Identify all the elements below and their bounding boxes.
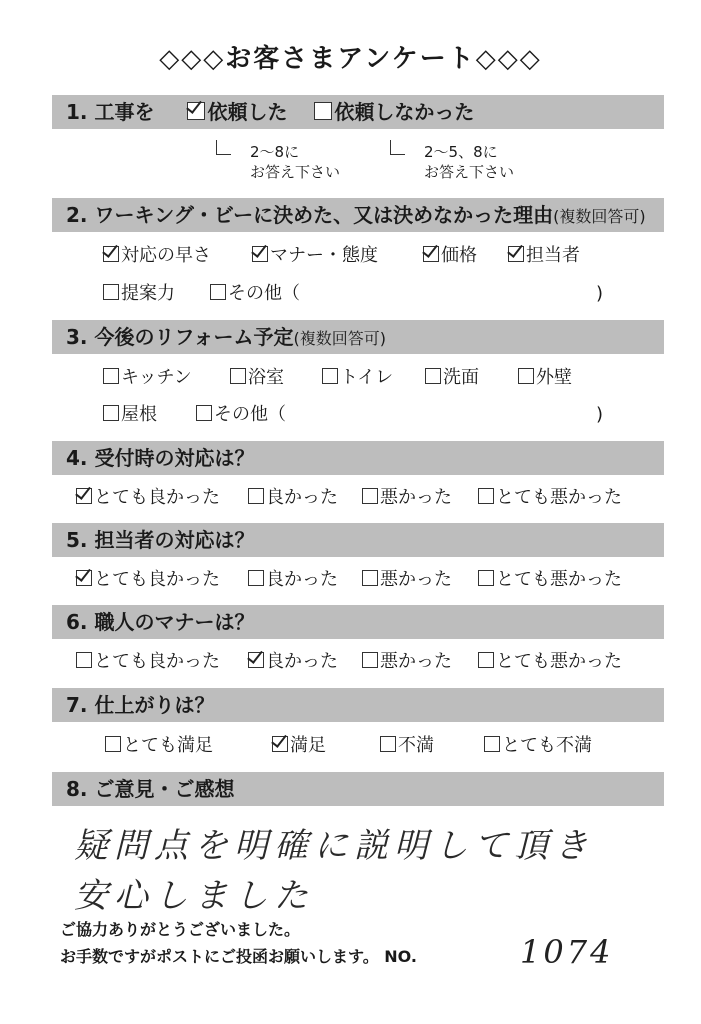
q4-option-label: とても悪かった xyxy=(496,487,622,508)
checkbox[interactable] xyxy=(105,736,121,752)
q1-option-yes[interactable] xyxy=(187,100,287,124)
q7-option[interactable] xyxy=(380,733,434,759)
checkbox[interactable] xyxy=(478,652,494,668)
q5-option[interactable] xyxy=(76,567,220,593)
q2-option-label: その他（ xyxy=(228,283,300,304)
q1-option-yes-label: 依頼した xyxy=(207,100,288,124)
q1-bar xyxy=(52,95,664,129)
checkbox-checked[interactable] xyxy=(423,246,439,262)
q2-option[interactable] xyxy=(423,243,477,269)
q2-option-label: マナー・態度 xyxy=(270,245,378,266)
checkbox[interactable] xyxy=(380,736,396,752)
q2-close-paren: ) xyxy=(596,283,604,304)
q7-option-label: 不満 xyxy=(398,735,434,756)
survey-number: 1074 xyxy=(520,933,614,971)
q7-option[interactable] xyxy=(272,733,326,759)
q6-option-label: 悪かった xyxy=(380,651,452,672)
q5-option[interactable] xyxy=(478,567,622,593)
q4-bar xyxy=(52,441,664,475)
checkbox[interactable] xyxy=(103,405,119,421)
q5-option-label: とても良かった xyxy=(94,569,220,590)
q4-option[interactable] xyxy=(248,485,338,511)
q5-option[interactable] xyxy=(248,567,338,593)
q2-option-label: 対応の早さ xyxy=(121,245,211,266)
q2-option[interactable] xyxy=(103,243,211,269)
q5-label: 5. 担当者の対応は？ xyxy=(66,528,255,552)
q4-option-label: 悪かった xyxy=(380,487,452,508)
q1-label: 1. 工事を xyxy=(66,100,155,124)
q1-note-no-line2: お答え下さい xyxy=(424,163,515,181)
q3-bar xyxy=(52,320,664,354)
q7-option-label: とても満足 xyxy=(123,735,213,756)
checkbox[interactable] xyxy=(103,284,119,300)
q4-option[interactable] xyxy=(362,485,452,511)
checkbox[interactable] xyxy=(103,368,119,384)
q6-label: 6. 職人のマナーは？ xyxy=(66,610,255,634)
q4-option[interactable] xyxy=(76,485,220,511)
q3-option-label: キッチン xyxy=(121,367,192,388)
q5-bar xyxy=(52,523,664,557)
footer-instructions: お手数ですがポストにご投函お願いします。 NO. xyxy=(60,947,418,966)
q3-option[interactable] xyxy=(103,402,157,428)
checkbox-checked[interactable] xyxy=(103,246,119,262)
checkbox[interactable] xyxy=(196,405,212,421)
q7-option[interactable] xyxy=(105,733,213,759)
q2-option-label: 提案力 xyxy=(121,283,175,304)
checkbox-checked[interactable] xyxy=(187,102,205,120)
arrow-icon xyxy=(390,140,405,155)
checkbox-checked[interactable] xyxy=(248,652,264,668)
q1-option-no[interactable] xyxy=(314,100,474,124)
q7-option-label: 満足 xyxy=(290,735,326,756)
q3-option-label: 外壁 xyxy=(536,367,572,388)
checkbox-checked[interactable] xyxy=(272,736,288,752)
q7-option-label: とても不満 xyxy=(502,735,592,756)
q1-note-yes xyxy=(250,142,340,182)
q1-note-no xyxy=(424,142,514,182)
checkbox[interactable] xyxy=(314,102,332,120)
q3-option-label: トイレ xyxy=(340,367,394,388)
q3-close-paren: ) xyxy=(596,404,604,425)
checkbox-checked[interactable] xyxy=(76,488,92,504)
q2-option-label: 担当者 xyxy=(526,245,580,266)
q4-option[interactable] xyxy=(478,485,622,511)
q2-label: 2. ワーキング・ビーに決めた、又は決めなかった理由 xyxy=(66,203,554,227)
q3-option[interactable] xyxy=(322,365,393,391)
arrow-icon xyxy=(216,140,231,155)
q2-option[interactable] xyxy=(508,243,580,269)
q6-bar xyxy=(52,605,664,639)
q3-option[interactable] xyxy=(425,365,479,391)
survey-title: ◇◇◇お客さまアンケート◇◇◇ xyxy=(159,44,542,74)
q4-option-label: 良かった xyxy=(266,487,338,508)
checkbox[interactable] xyxy=(518,368,534,384)
q3-sub: (複数回答可) xyxy=(293,329,386,348)
q3-option-label: 浴室 xyxy=(248,367,284,388)
checkbox[interactable] xyxy=(484,736,500,752)
checkbox[interactable] xyxy=(478,488,494,504)
checkbox[interactable] xyxy=(362,570,378,586)
q5-option-label: 悪かった xyxy=(380,569,452,590)
q7-bar xyxy=(52,688,664,722)
checkbox[interactable] xyxy=(478,570,494,586)
q2-sub: (複数回答可) xyxy=(553,207,646,226)
checkbox[interactable] xyxy=(248,488,264,504)
q6-option[interactable] xyxy=(248,649,338,675)
q3-option[interactable] xyxy=(518,365,572,391)
q1-note-no-line1: 2〜5、8に xyxy=(424,143,498,161)
checkbox[interactable] xyxy=(248,570,264,586)
q3-option[interactable] xyxy=(230,365,284,391)
q1-option-no-label: 依頼しなかった xyxy=(334,100,475,124)
q7-option[interactable] xyxy=(484,733,592,759)
q3-option[interactable] xyxy=(196,402,286,428)
q8-label: 8. ご意見・ご感想 xyxy=(66,777,235,801)
q2-option-label: 価格 xyxy=(441,245,477,266)
q3-option-label: 洗面 xyxy=(443,367,479,388)
q6-option-label: 良かった xyxy=(266,651,338,672)
checkbox-checked[interactable] xyxy=(508,246,524,262)
q3-label: 3. 今後のリフォーム予定 xyxy=(66,325,294,349)
q8-comment-line2: 安心しました xyxy=(74,876,314,916)
q6-option[interactable] xyxy=(76,649,220,675)
checkbox[interactable] xyxy=(230,368,246,384)
q8-comment-line1: 疑問点を明確に説明して頂き xyxy=(74,826,594,866)
q5-option[interactable] xyxy=(362,567,452,593)
checkbox-checked[interactable] xyxy=(252,246,268,262)
q4-option-label: とても良かった xyxy=(94,487,220,508)
footer-thanks: ご協力ありがとうございました。 xyxy=(60,920,301,939)
q5-option-label: とても悪かった xyxy=(496,569,622,590)
checkbox[interactable] xyxy=(362,652,378,668)
q2-bar xyxy=(52,198,664,232)
q2-option[interactable] xyxy=(252,243,378,269)
q5-option-label: 良かった xyxy=(266,569,338,590)
q6-option[interactable] xyxy=(362,649,452,675)
checkbox[interactable] xyxy=(76,652,92,668)
checkbox[interactable] xyxy=(425,368,441,384)
q2-option[interactable] xyxy=(103,281,175,307)
q3-option-label: 屋根 xyxy=(121,404,157,425)
q7-label: 7. 仕上がりは？ xyxy=(66,693,215,717)
q8-bar xyxy=(52,772,664,806)
q6-option-label: とても良かった xyxy=(94,651,220,672)
q3-option[interactable] xyxy=(103,365,192,391)
checkbox[interactable] xyxy=(362,488,378,504)
q6-option[interactable] xyxy=(478,649,622,675)
q6-option-label: とても悪かった xyxy=(496,651,622,672)
q4-label: 4. 受付時の対応は？ xyxy=(66,446,255,470)
q2-option[interactable] xyxy=(210,281,300,307)
checkbox-checked[interactable] xyxy=(76,570,92,586)
checkbox[interactable] xyxy=(322,368,338,384)
q3-option-label: その他（ xyxy=(214,404,286,425)
q1-note-yes-line1: 2〜8に xyxy=(250,143,300,161)
checkbox[interactable] xyxy=(210,284,226,300)
q1-note-yes-line2: お答え下さい xyxy=(250,163,341,181)
